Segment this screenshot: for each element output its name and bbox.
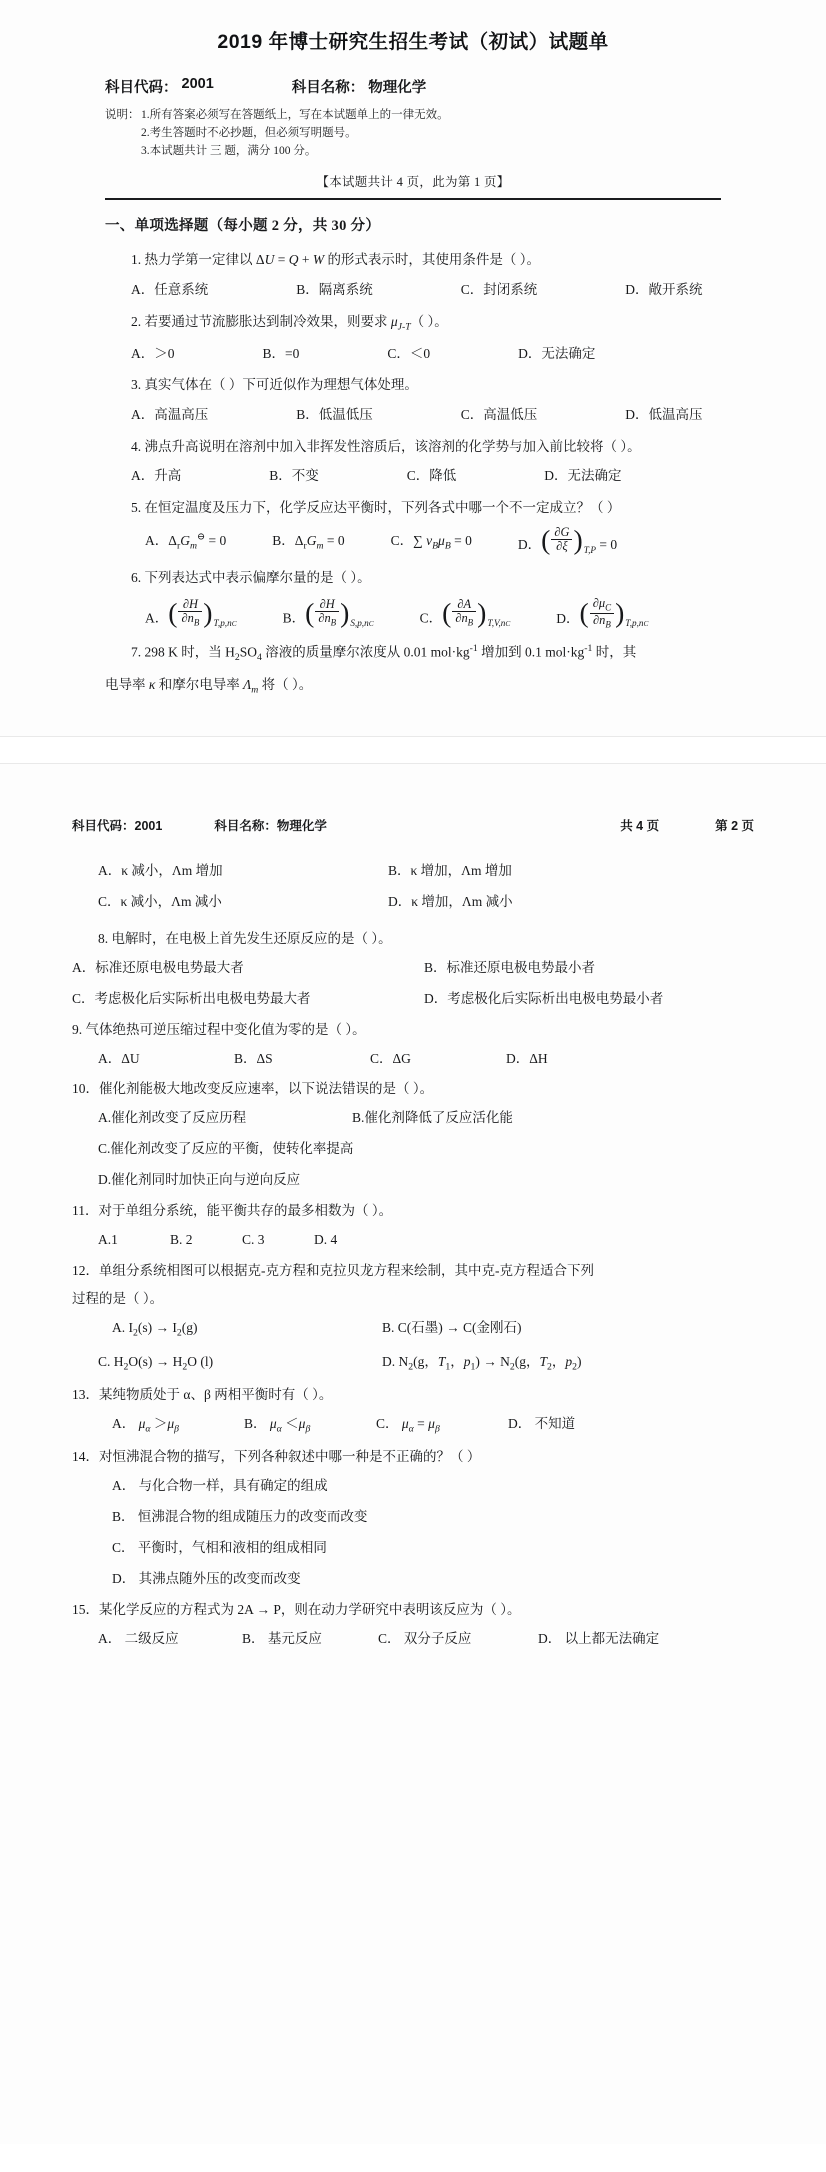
option-b[interactable]: B. 2 xyxy=(170,1231,193,1247)
question-stem: 15．某化学反应的方程式为 2A → P，则在动力学研究中表明该反应为（ ）。 xyxy=(72,1601,521,1617)
option-b[interactable]: B．隔离系统 xyxy=(296,282,373,298)
option-c[interactable]: C．封闭系统 xyxy=(460,282,538,298)
option-c[interactable]: C．考虑极化后实际析出电极电势最大者 xyxy=(72,990,311,1006)
option-b[interactable]: B． 基元反应 xyxy=(242,1630,322,1646)
instructions-label: 说明： xyxy=(105,109,140,121)
question-stem: 4. 沸点升高说明在溶剂中加入非挥发性溶质后，该溶剂的化学势与加入前比较将（ ）。 xyxy=(131,438,641,454)
subject-name-value: 物理化学 xyxy=(368,80,427,96)
option-b[interactable]: B．低温低压 xyxy=(296,407,373,423)
option-a[interactable]: A. $I_2(s) \to I_2(g)$ xyxy=(112,1320,198,1339)
option-b[interactable]: B．标准还原电极电势最小者 xyxy=(424,959,596,975)
question-stem: 5. 在恒定温度及压力下，化学反应达平衡时，下列各式中哪一个不一定成立？（ ） xyxy=(131,499,621,515)
question-options xyxy=(72,860,754,882)
option-a[interactable]: A．升高 xyxy=(131,468,182,484)
option-d[interactable]: D.催化剂同时加快正向与逆向反应 xyxy=(98,1171,301,1187)
question-options xyxy=(105,404,721,426)
subject-name-label: 科目名称： xyxy=(291,80,365,96)
option-d[interactable]: D． 以上都无法确定 xyxy=(538,1630,660,1646)
option-d[interactable]: D．敞开系统 xyxy=(625,282,703,298)
option-c[interactable]: C． ( $\frac{\partial A}{\partial n_B}$ ) $_{T,V,nC}$ xyxy=(419,596,511,629)
option-d[interactable]: D．κ 增加，Λm 减小 xyxy=(388,894,513,910)
question-stem: 6. 下列表达式中表示偏摩尔量的是（ ）。 xyxy=(131,570,371,586)
option-c[interactable]: C. $H_2O(s) \to H_2O$ (l) xyxy=(98,1353,214,1373)
option-d[interactable]: D．无法确定 xyxy=(544,468,622,484)
page-title: 2019 年博士研究生招生考试（初试）试题单 xyxy=(217,31,609,53)
question-options xyxy=(105,279,721,301)
question-options xyxy=(72,1413,754,1437)
option-d[interactable]: D．无法确定 xyxy=(518,345,596,361)
option-a[interactable]: A．标准还原电极电势最大者 xyxy=(72,959,244,975)
option-c[interactable]: C．∑ $\nu_B\mu_B = 0$ xyxy=(390,533,472,553)
question-options xyxy=(72,957,754,979)
option-a[interactable]: A．$\Delta_rG_m^⊖ = 0$ xyxy=(145,531,227,553)
option-b[interactable]: B．$\Delta_rG_m = 0$ xyxy=(272,533,345,553)
question-stem: 14．对恒沸混合物的描写，下列各种叙述中哪一种是不正确的？（ ） xyxy=(72,1449,481,1465)
question-stem-cont: 电导率 κ 和摩尔电导率 $\Lambda_m$ 将（ ）。 xyxy=(105,677,313,696)
question-options xyxy=(72,1229,754,1251)
page2-subject-name: 科目名称：物理化学 xyxy=(214,819,327,834)
question-stem: 3. 真实气体在（ ）下可近似作为理想气体处理。 xyxy=(131,377,418,393)
option-a[interactable]: A． 与化合物一样，具有确定的组成 xyxy=(112,1478,328,1494)
instruction-line: 3.本试题共计 三 题，满分 100 分。 xyxy=(141,144,317,157)
question-options xyxy=(72,1351,754,1375)
question-options xyxy=(105,526,721,555)
option-c[interactable]: C．ΔG xyxy=(370,1050,411,1066)
option-a[interactable]: A． ( $\frac{\partial H}{\partial n_B}$ ) $_{T,p,nC}$ xyxy=(145,596,237,629)
option-a[interactable]: A．ΔU xyxy=(98,1050,140,1066)
option-c[interactable]: C． 平衡时，气相和液相的组成相同 xyxy=(112,1539,327,1555)
option-b[interactable]: B． $\mu_\alpha <\mu_\beta$ xyxy=(244,1415,311,1435)
question-stem: 2. 若要通过节流膨胀达到制冷效果，则要求 $\mu_{J-T}$（ ）。 xyxy=(131,313,448,333)
header-divider xyxy=(105,198,721,200)
instruction-line: 1.所有答案必须写在答题纸上，写在本试题单上的一律无效。 xyxy=(141,109,449,121)
question-options xyxy=(105,597,721,630)
question-options xyxy=(105,343,721,365)
exam-page-1 xyxy=(0,0,826,736)
option-d[interactable]: D． ( $\frac{\partial\mu_C}{\partial n_B}$ ) $_{T,p,nC}$ xyxy=(556,595,649,629)
option-d[interactable]: D. $N_2(g$，$T_1$，$p_1) \to N_2(g$，$T_2$，$p_2$) xyxy=(382,1353,582,1373)
option-d[interactable]: D． 不知道 xyxy=(508,1415,576,1431)
question-options xyxy=(72,1506,754,1528)
question-options xyxy=(72,1628,754,1650)
option-d[interactable]: D．低温高压 xyxy=(625,407,703,423)
option-a[interactable]: A．κ 减小，Λm 增加 xyxy=(98,863,223,879)
question-stem: 7. 298 K 时，当 $H_2SO_4$ 溶液的质量摩尔浓度从 0.01 $mol\cdot kg^{-1}$ 增加到 0.1 $mol\cdot kg^{-1}$ 时，其 xyxy=(131,643,637,664)
option-d[interactable]: D．ΔH xyxy=(506,1050,548,1066)
question-stem-cont: 过程的是（ ）。 xyxy=(72,1291,164,1307)
option-b[interactable]: B．κ 增加，Λm 增加 xyxy=(388,863,512,879)
page2-header xyxy=(72,816,754,834)
page2-total-pages: 共 4 页 xyxy=(620,819,660,834)
option-d[interactable]: D. 4 xyxy=(314,1231,338,1247)
question-options xyxy=(72,1537,754,1559)
option-c[interactable]: C．＜0 xyxy=(387,345,431,361)
question-options xyxy=(105,465,721,487)
option-b[interactable]: B． ( $\frac{\partial H}{\partial n_B}$ ) $_{S,p,nC}$ xyxy=(282,596,374,629)
question-stem: 13．某纯物质处于 α、β 两相平衡时有（ ）。 xyxy=(72,1387,333,1403)
option-d[interactable]: D． ( $\frac{\partial G}{\partial\xi}$ ) $_{T,P}$ = 0 xyxy=(517,524,618,556)
option-b[interactable]: B． 恒沸混合物的组成随压力的改变而改变 xyxy=(112,1509,368,1525)
question-stem: 9. 气体绝热可逆压缩过程中变化值为零的是（ ）。 xyxy=(72,1021,366,1037)
question-options xyxy=(72,1317,754,1341)
page2-current-page: 第 2 页 xyxy=(715,819,754,834)
page-break xyxy=(0,736,826,764)
question-stem: 1. 热力学第一定律以 ΔU = Q + W 的形式表示时，其使用条件是（ ）。 xyxy=(131,252,541,268)
subject-meta-row xyxy=(105,76,721,97)
question-options xyxy=(72,1568,754,1590)
question-stem: 8. 电解时，在电极上首先发生还原反应的是（ ）。 xyxy=(98,931,392,947)
question-options xyxy=(72,1169,754,1191)
question-stem: 12．单组分系统相图可以根据克-克方程和克拉贝龙方程来绘制，其中克-克方程适合下列 xyxy=(72,1262,594,1278)
option-b[interactable]: B．不变 xyxy=(269,468,319,484)
subject-code-label: 科目代码： xyxy=(105,80,178,96)
option-b[interactable]: B．=0 xyxy=(262,345,300,361)
option-d[interactable]: D．考虑极化后实际析出电极电势最小者 xyxy=(424,990,664,1006)
exam-page-2 xyxy=(0,764,826,2144)
question-options xyxy=(72,1048,754,1070)
option-c[interactable]: C． $\mu_\alpha = \mu_\beta$ xyxy=(376,1415,440,1435)
option-a[interactable]: A.催化剂改变了反应历程 xyxy=(98,1110,247,1126)
question-stem: 10．催化剂能极大地改变反应速率，以下说法错误的是（ ）。 xyxy=(72,1081,434,1097)
instructions-block xyxy=(105,107,721,160)
option-a[interactable]: A．高温高压 xyxy=(131,407,209,423)
option-b[interactable]: B. C(石墨) → C(金刚石) xyxy=(382,1320,522,1336)
option-c[interactable]: C．降低 xyxy=(406,468,457,484)
question-options xyxy=(72,1138,754,1160)
option-c[interactable]: C． 双分子反应 xyxy=(378,1630,472,1646)
option-a[interactable]: A． $\mu_\alpha >\mu_\beta$ xyxy=(112,1415,180,1435)
subject-code-value: 2001 xyxy=(181,76,214,92)
page-indicator: 【本试题共计 4 页，此为第 1 页】 xyxy=(316,175,510,190)
option-a[interactable]: A． 二级反应 xyxy=(98,1630,179,1646)
question-options xyxy=(72,891,754,913)
question-options xyxy=(72,988,754,1010)
option-b[interactable]: B.催化剂降低了反应活化能 xyxy=(352,1110,513,1126)
question-options xyxy=(72,1475,754,1497)
option-c[interactable]: C. 3 xyxy=(242,1231,265,1247)
question-options xyxy=(72,1107,754,1129)
option-c[interactable]: C．高温低压 xyxy=(460,407,538,423)
option-d[interactable]: D． 其沸点随外压的改变而改变 xyxy=(112,1570,301,1586)
option-a[interactable]: A．任意系统 xyxy=(131,282,209,298)
option-c[interactable]: C.催化剂改变了反应的平衡，使转化率提高 xyxy=(98,1141,354,1157)
page2-subject-code: 科目代码：2001 xyxy=(72,819,163,834)
section-title: 一、单项选择题（每小题 2 分，共 30 分） xyxy=(105,218,381,235)
question-stem: 11．对于单组分系统，能平衡共存的最多相数为（ ）。 xyxy=(72,1202,393,1218)
option-b[interactable]: B．ΔS xyxy=(234,1050,273,1066)
option-a[interactable]: A．＞0 xyxy=(131,345,175,361)
instruction-line: 2.考生答题时不必抄题，但必须写明题号。 xyxy=(141,126,357,139)
option-c[interactable]: C．κ 减小，Λm 减小 xyxy=(98,894,222,910)
option-a[interactable]: A.1 xyxy=(98,1231,118,1247)
